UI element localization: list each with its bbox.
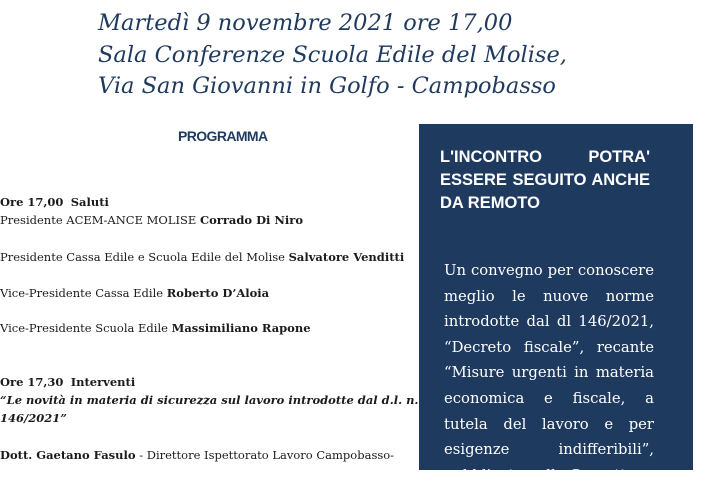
event-address: Via San Giovanni in Golfo - Campobasso xyxy=(98,73,556,99)
speaker-item xyxy=(0,286,269,300)
speaker-role: Vice-Presidente Scuola Edile xyxy=(0,321,168,335)
remote-info-box xyxy=(419,124,693,484)
speaker-name: Dott. Gaetano Fasulo xyxy=(0,448,136,462)
speaker-role: - Direttore Ispettorato Lavoro Campobasso- xyxy=(139,448,395,462)
event-header xyxy=(98,8,567,103)
interventi-label: Interventi xyxy=(70,375,136,389)
interventi-time: Ore 17,30 xyxy=(0,375,64,389)
speaker-role: Vice-Presidente Cassa Edile xyxy=(0,286,164,300)
event-venue: Sala Conferenze Scuola Edile del Molise, xyxy=(98,41,567,68)
interventi-heading xyxy=(0,375,135,389)
speaker-item xyxy=(0,448,394,462)
interventi-topic-cont: 146/2021” xyxy=(0,411,67,425)
speaker-name: Salvatore Venditti xyxy=(288,250,405,264)
saluti-label: Saluti xyxy=(70,195,109,209)
speaker-name: Massimiliano Rapone xyxy=(171,321,311,335)
speaker-item xyxy=(0,213,303,227)
saluti-heading xyxy=(0,195,109,209)
event-date-time: Martedì 9 novembre 2021 ore 17,00 xyxy=(98,10,513,36)
remote-info-text: Un convegno per conoscere meglio le nuove norme introdotte dal dl 146/2021, “Decreto fiscale”, recante “Misure urgenti in materia economica e fiscale, a tutela del lavoro e per esigenze indifferibili”, pubblicato nella Gazzetta xyxy=(444,262,654,484)
saluti-time: Ore 17,00 xyxy=(0,195,64,209)
programma-title: PROGRAMMA xyxy=(178,128,268,144)
speaker-item xyxy=(0,321,311,335)
speaker-role: Presidente ACEM-ANCE MOLISE xyxy=(0,213,197,227)
speaker-item xyxy=(0,250,404,264)
speaker-name: Roberto D’Aloia xyxy=(166,286,270,300)
speaker-name: Corrado Di Niro xyxy=(199,213,304,227)
remote-info-title: L'INCONTRO POTRA' ESSERE SEGUITO ANCHE DA REMOTO xyxy=(440,148,650,212)
interventi-topic: “Le novità in materia di sicurezza sul lavoro introdotte dal d.l. n. xyxy=(0,393,419,407)
speaker-role: Presidente Cassa Edile e Scuola Edile del Molise xyxy=(0,250,285,264)
